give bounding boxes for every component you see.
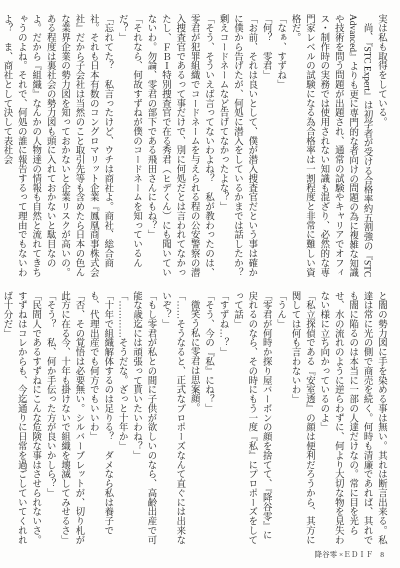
upper-text-tier <box>1 14 388 287</box>
dialogue-line: 「何？ 零君」 <box>260 14 271 80</box>
page-footer <box>315 549 384 560</box>
page-number: 8 <box>380 550 384 559</box>
paragraph-continuation: と闇の勢力図に手を染める事は無い。其れは断言出来る。私達は常に光の側で商売を続く。何時も清廉であれば、其れでも闇に陥るのは本当に一部の人達だけなの。常に目を光らせ、水の流れのように逆らわずに、何より大切な物を見失わない様に立ち向かっているのよ」 <box>318 291 386 545</box>
running-title: 降谷零 ×ＥＤＩＦ <box>314 550 374 559</box>
paragraph: 尚、『STC Expert』は初学者が受ける合格率約五割強の『STC Advanced』よりも更に専門的な者向けの問題の為に複雑な知識や技術を問う問題が出題され、通常の試験やキャリアでオフィス・制作時の実務では使用されない知識も混ざり、必然的な専門家レベルの試験になる為合格率は一割程度と非常に難しい資格だ。 <box>289 14 372 278</box>
dialogue-line: 「すずね…？」 <box>217 291 228 357</box>
dialogue-line: 「…………そうだな。ざっと十年か」 <box>116 291 127 451</box>
dialogue-line: 「もし零君が私との間に子供が欲しいのなら、高齢出産で可能な歳迄には頑張って貰いたいわね？」 <box>131 291 156 545</box>
dialogue-line: 「零君が何時か探り屋バーボンの顔を捨てて、『降谷零』に戻れるのなら、その時にもう一度『私』にプロポーズをしてって話」 <box>231 291 271 545</box>
dialogue-line: 「なぁ、すずね」 <box>275 14 286 90</box>
dialogue-line: 「否、その覚悟は必要無い。シルバーブレットが、切り札が此方に在る今、十年も掛けないで組織を壊滅してみせるさ」 <box>59 291 84 545</box>
dialogue-line: 「そう、そういえば言ってないわよね？ 私が教わったのは、零君が犯罪組織でコードネームを与えられる程の公安警察の潜入捜査官であるって事だけで、別に何処だとは言われてなかったし、ＦＢＩ特別捜査官で在る秀君（ヒデくん）にも聞いていないわ。勿論、零君の部下である飛田さんにもね？」 <box>145 14 214 277</box>
dialogue-line: 「……そうなると、正式なプロポーズなんて直ぐには出来ないぞ？」 <box>159 291 185 545</box>
lower-text-tier <box>1 291 388 548</box>
dialogue-line: 「民間人であるすずねにこんな危険な事はさせられないさ。すずねはコレからも、今迄通りに日常を過ごしていてくれれば十分だ」 <box>1 291 41 545</box>
dialogue-line: 「お前、それは良いとして、僕が潜入捜査官だという事は確かに僕から告げたが、何処に潜入をしているかまでは話したか？ 剰えコードネームなど告げてなかったよな？」 <box>217 14 257 287</box>
dialogue-line: 「忘れてた？ 私言ったけど、ウチは商社よ。商社、総合商社。それも日本有数のコングロマリット企業『鳳凰商事株式会社』だから子会社は当然のこと取引先等も含めたら日本の色んな業界企業の勢力図を知っておかないと企業リスクが高いの。ある程度は裏社会の勢力図も頭に入れておかないと駄目なのよ。だから『組織』なんかの人物達の情報も自然と流れてきちゃうのよね。それで、何処の誰に報告するって理由でもないわよ？ ま、商社として決して表社会 <box>1 14 113 277</box>
paragraph: 微笑う私に零君は思案顔。 <box>188 300 199 414</box>
dialogue-line: 「そう？ 私、何か手伝った方が良いかしら？」 <box>44 291 55 498</box>
dialogue-line: 「私立探偵である『安室透』の顔は便利だろうから、其方に関しては何も言わないわ」 <box>289 291 314 545</box>
paragraph: 実は私も取得をしている。 <box>376 14 386 127</box>
dialogue-line: 「十年で組織解体するのは足りる？ ダメなら私は養子でも、代理出産でも何方でもいいわ」 <box>87 291 113 536</box>
dialogue-line: 「それなら、何故すずねが僕のコードネームを知っているんだ？」 <box>116 14 142 268</box>
dialogue-line: 「うん」 <box>275 291 286 329</box>
dialogue-line: 「そう、今の『私』にね？」 <box>203 291 214 414</box>
